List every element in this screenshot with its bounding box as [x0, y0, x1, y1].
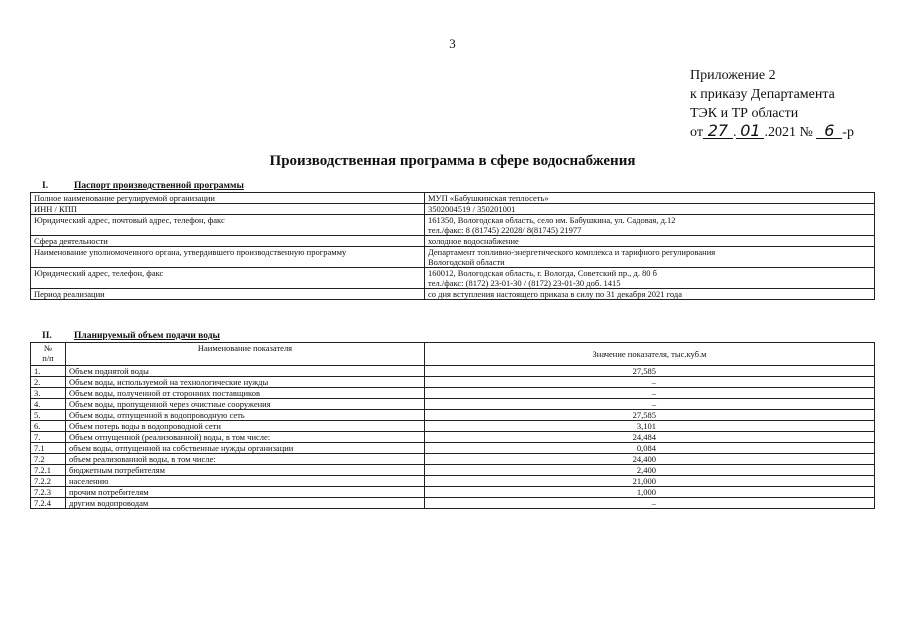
section-1-title: Паспорт производственной программы: [74, 181, 244, 191]
passport-value-line: тел./факс: (8172) 23-01-30 / (8172) 23-01-30 доб. 1415: [428, 278, 621, 288]
indicator-name: населению: [66, 476, 425, 487]
section-2-number: II.: [42, 331, 52, 341]
indicator-name: Объем воды, пропущенной через очистные сооружения: [66, 399, 425, 410]
indicator-value: 24,484: [425, 432, 875, 443]
section-2-heading: [42, 331, 220, 341]
table-row: [31, 268, 875, 289]
passport-label: Юридический адрес, почтовый адрес, телефон, факс: [31, 215, 425, 236]
passport-label: Полное наименование регулируемой организации: [31, 193, 425, 204]
appendix-block: [690, 66, 854, 142]
indicator-value: 27,585: [425, 366, 875, 377]
passport-label: Сфера деятельности: [31, 236, 425, 247]
indicator-value: –: [425, 498, 875, 509]
indicator-value: 2,400: [425, 465, 875, 476]
section-1-number: I.: [42, 181, 49, 191]
page-number: 3: [449, 36, 456, 51]
row-number: 1.: [31, 366, 66, 377]
table-row: [31, 204, 875, 215]
indicator-name: другим водопроводам: [66, 498, 425, 509]
passport-value: 3502004519 / 350201001: [425, 204, 875, 215]
date-year: .2021 №: [764, 125, 813, 140]
table-row: [31, 432, 875, 443]
indicator-name: объем реализованной воды, в том числе:: [66, 454, 425, 465]
indicator-name: Объем воды, используемой на технологические нужды: [66, 377, 425, 388]
passport-label: Наименование уполномоченного органа, утвердившего производственную программу: [31, 247, 425, 268]
row-number: 7.2.2: [31, 476, 66, 487]
passport-value-line: Департамент топливно-энергетического комплекса и тарифного регулирования: [428, 247, 716, 257]
indicator-name: прочим потребителям: [66, 487, 425, 498]
passport-label: Юридический адрес, телефон, факс: [31, 268, 425, 289]
passport-value: холодное водоснабжение: [425, 236, 875, 247]
appendix-date-line: от 27 . 01 .2021 № 6 -р: [690, 121, 854, 140]
table-row: [31, 399, 875, 410]
indicator-name: Объем поднятой воды: [66, 366, 425, 377]
passport-value: [425, 215, 875, 236]
passport-value-line: 161350, Вологодская область, село им. Бабушкина, ул. Садовая, д.12: [428, 215, 676, 225]
table-row: [31, 410, 875, 421]
indicator-value: 3,101: [425, 421, 875, 432]
row-number: 7.2.3: [31, 487, 66, 498]
document-title: Производственная программа в сфере водоснабжения: [269, 153, 636, 169]
row-number: 7.: [31, 432, 66, 443]
indicator-value: 1,000: [425, 487, 875, 498]
table-row: [31, 377, 875, 388]
table-row: [31, 236, 875, 247]
table-row: [31, 289, 875, 300]
indicator-value: 24,400: [425, 454, 875, 465]
indicator-value: –: [425, 377, 875, 388]
date-day: 27: [703, 124, 733, 139]
column-header-name: Наименование показателя: [66, 343, 425, 366]
row-number: 7.1: [31, 443, 66, 454]
row-number: 4.: [31, 399, 66, 410]
table-row: [31, 193, 875, 204]
row-number: 5.: [31, 410, 66, 421]
section-1-heading: [42, 181, 244, 191]
passport-value: [425, 247, 875, 268]
table-row: [31, 421, 875, 432]
appendix-line-1: Приложение 2: [690, 68, 776, 83]
row-number: 3.: [31, 388, 66, 399]
row-number: 7.2.4: [31, 498, 66, 509]
row-number: 2.: [31, 377, 66, 388]
passport-value: со дня вступления настоящего приказа в силу по 31 декабря 2021 года: [425, 289, 875, 300]
passport-table: [30, 192, 875, 300]
date-prefix: от: [690, 125, 703, 140]
indicator-name: объем воды, отпущенной на собственные нужды организации: [66, 443, 425, 454]
column-header-number: № п/п: [31, 343, 66, 366]
row-number: 6.: [31, 421, 66, 432]
indicator-value: 21,000: [425, 476, 875, 487]
indicator-name: Объем потерь воды в водопроводной сети: [66, 421, 425, 432]
date-month: 01: [736, 124, 764, 139]
indicator-name: Объем отпущенной (реализованной) воды, в том числе:: [66, 432, 425, 443]
table-row: [31, 465, 875, 476]
passport-label: Период реализации: [31, 289, 425, 300]
row-number: 7.2: [31, 454, 66, 465]
appendix-line-3: ТЭК и ТР области: [690, 106, 799, 121]
indicator-name: Объем воды, отпущенной в водопроводную сеть: [66, 410, 425, 421]
order-suffix: -р: [842, 125, 854, 140]
table-header-row: [31, 343, 875, 366]
column-header-value: Значение показателя, тыс.куб.м: [425, 343, 875, 366]
table-row: [31, 366, 875, 377]
water-volume-rows: [31, 366, 875, 509]
table-row: [31, 388, 875, 399]
table-row: [31, 476, 875, 487]
water-volume-table: [30, 342, 875, 509]
passport-label: ИНН / КПП: [31, 204, 425, 215]
table-row: [31, 215, 875, 236]
table-row: [31, 487, 875, 498]
passport-value-line: Вологодской области: [428, 257, 505, 267]
table-row: [31, 498, 875, 509]
appendix-line-2: к приказу Департамента: [690, 87, 835, 102]
indicator-name: Объем воды, полученной от сторонних поставщиков: [66, 388, 425, 399]
table-row: [31, 454, 875, 465]
row-number: 7.2.1: [31, 465, 66, 476]
indicator-value: –: [425, 399, 875, 410]
passport-value-line: 160012, Вологодская область, г. Вологда, Советский пр., д. 80 б: [428, 268, 658, 278]
indicator-value: 27,585: [425, 410, 875, 421]
passport-value-line: тел./факс: 8 (81745) 22028/ 8(81745) 21977: [428, 225, 582, 235]
passport-value: МУП «Бабушкинская теплосеть»: [425, 193, 875, 204]
table-row: [31, 247, 875, 268]
section-2-title: Планируемый объем подачи воды: [74, 331, 220, 341]
passport-value: [425, 268, 875, 289]
indicator-value: 0,084: [425, 443, 875, 454]
indicator-name: бюджетным потребителям: [66, 465, 425, 476]
order-number: 6: [816, 124, 842, 139]
indicator-value: –: [425, 388, 875, 399]
table-row: [31, 443, 875, 454]
